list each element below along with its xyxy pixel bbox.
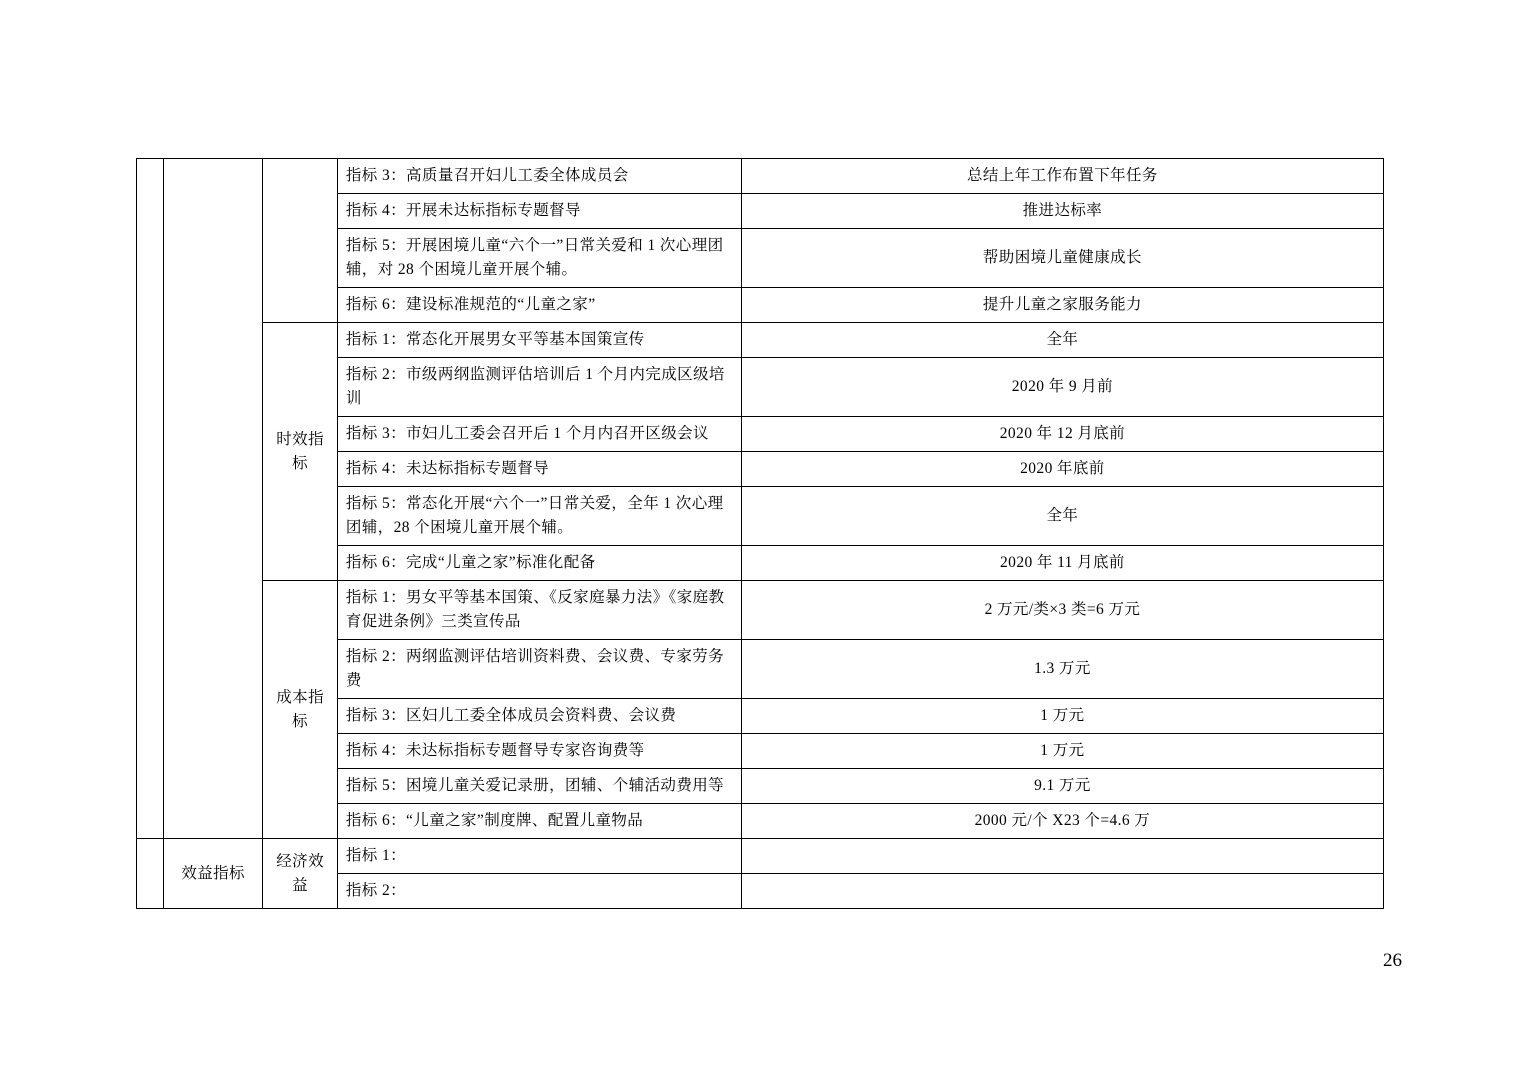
value-cell: 帮助困境儿童健康成长: [741, 229, 1383, 288]
value-cell: 全年: [741, 487, 1383, 546]
value-cell: 推进达标率: [741, 194, 1383, 229]
level3-cell: 指标 6：“儿童之家”制度牌、配置儿童物品: [337, 804, 741, 839]
level3-cell: 指标 2：市级两纲监测评估培训后 1 个月内完成区级培训: [337, 358, 741, 417]
value-cell: 1.3 万元: [741, 640, 1383, 699]
value-cell: 提升儿童之家服务能力: [741, 288, 1383, 323]
value-cell: 2020 年 11 月底前: [741, 546, 1383, 581]
level3-cell: 指标 1：: [337, 839, 741, 874]
table-row: [137, 159, 1384, 194]
value-cell: 2020 年 12 月底前: [741, 417, 1383, 452]
table-row: [137, 323, 1384, 358]
value-cell: 1 万元: [741, 699, 1383, 734]
level3-cell: 指标 5：开展困境儿童“六个一”日常关爱和 1 次心理团辅，对 28 个困境儿童开展个辅。: [337, 229, 741, 288]
level3-cell: 指标 5：常态化开展“六个一”日常关爱，全年 1 次心理团辅，28 个困境儿童开展个辅。: [337, 487, 741, 546]
outer-spacer-cell: [137, 839, 164, 909]
performance-indicator-table-wrapper: [136, 158, 1384, 909]
page-number: 26: [1383, 950, 1402, 971]
level2-cell-blank: [263, 159, 338, 323]
level3-cell: 指标 6：建设标准规范的“儿童之家”: [337, 288, 741, 323]
table-row: [137, 581, 1384, 640]
level2-cell-economic-benefit: 经济效益: [263, 839, 338, 909]
level3-cell: 指标 6：完成“儿童之家”标准化配备: [337, 546, 741, 581]
value-cell: [741, 839, 1383, 874]
value-cell: 2 万元/类×3 类=6 万元: [741, 581, 1383, 640]
value-cell: 1 万元: [741, 734, 1383, 769]
value-cell: [741, 874, 1383, 909]
level3-cell: 指标 3：市妇儿工委会召开后 1 个月内召开区级会议: [337, 417, 741, 452]
level3-cell: 指标 3：区妇儿工委全体成员会资料费、会议费: [337, 699, 741, 734]
level3-cell: 指标 3：高质量召开妇儿工委全体成员会: [337, 159, 741, 194]
level3-cell: 指标 4：未达标指标专题督导专家咨询费等: [337, 734, 741, 769]
level3-cell: 指标 5：困境儿童关爱记录册，团辅、个辅活动费用等: [337, 769, 741, 804]
level1-cell-benefit: 效益指标: [163, 839, 262, 909]
value-cell: 总结上年工作布置下年任务: [741, 159, 1383, 194]
level3-cell: 指标 4：开展未达标指标专题督导: [337, 194, 741, 229]
value-cell: 9.1 万元: [741, 769, 1383, 804]
performance-indicator-table: [136, 158, 1384, 909]
level3-cell: 指标 2：两纲监测评估培训资料费、会议费、专家劳务费: [337, 640, 741, 699]
value-cell: 2020 年 9 月前: [741, 358, 1383, 417]
value-cell: 2020 年底前: [741, 452, 1383, 487]
value-cell: 全年: [741, 323, 1383, 358]
level3-cell: 指标 2：: [337, 874, 741, 909]
level2-cell-cost: 成本指标: [263, 581, 338, 839]
level3-cell: 指标 1：男女平等基本国策、《反家庭暴力法》《家庭教育促进条例》三类宣传品: [337, 581, 741, 640]
outer-spacer-cell: [137, 159, 164, 839]
level3-cell: 指标 4：未达标指标专题督导: [337, 452, 741, 487]
level3-cell: 指标 1：常态化开展男女平等基本国策宣传: [337, 323, 741, 358]
level2-cell-timeliness: 时效指标: [263, 323, 338, 581]
level1-cell-blank: [163, 159, 262, 839]
table-row: [137, 839, 1384, 874]
value-cell: 2000 元/个 X23 个=4.6 万: [741, 804, 1383, 839]
